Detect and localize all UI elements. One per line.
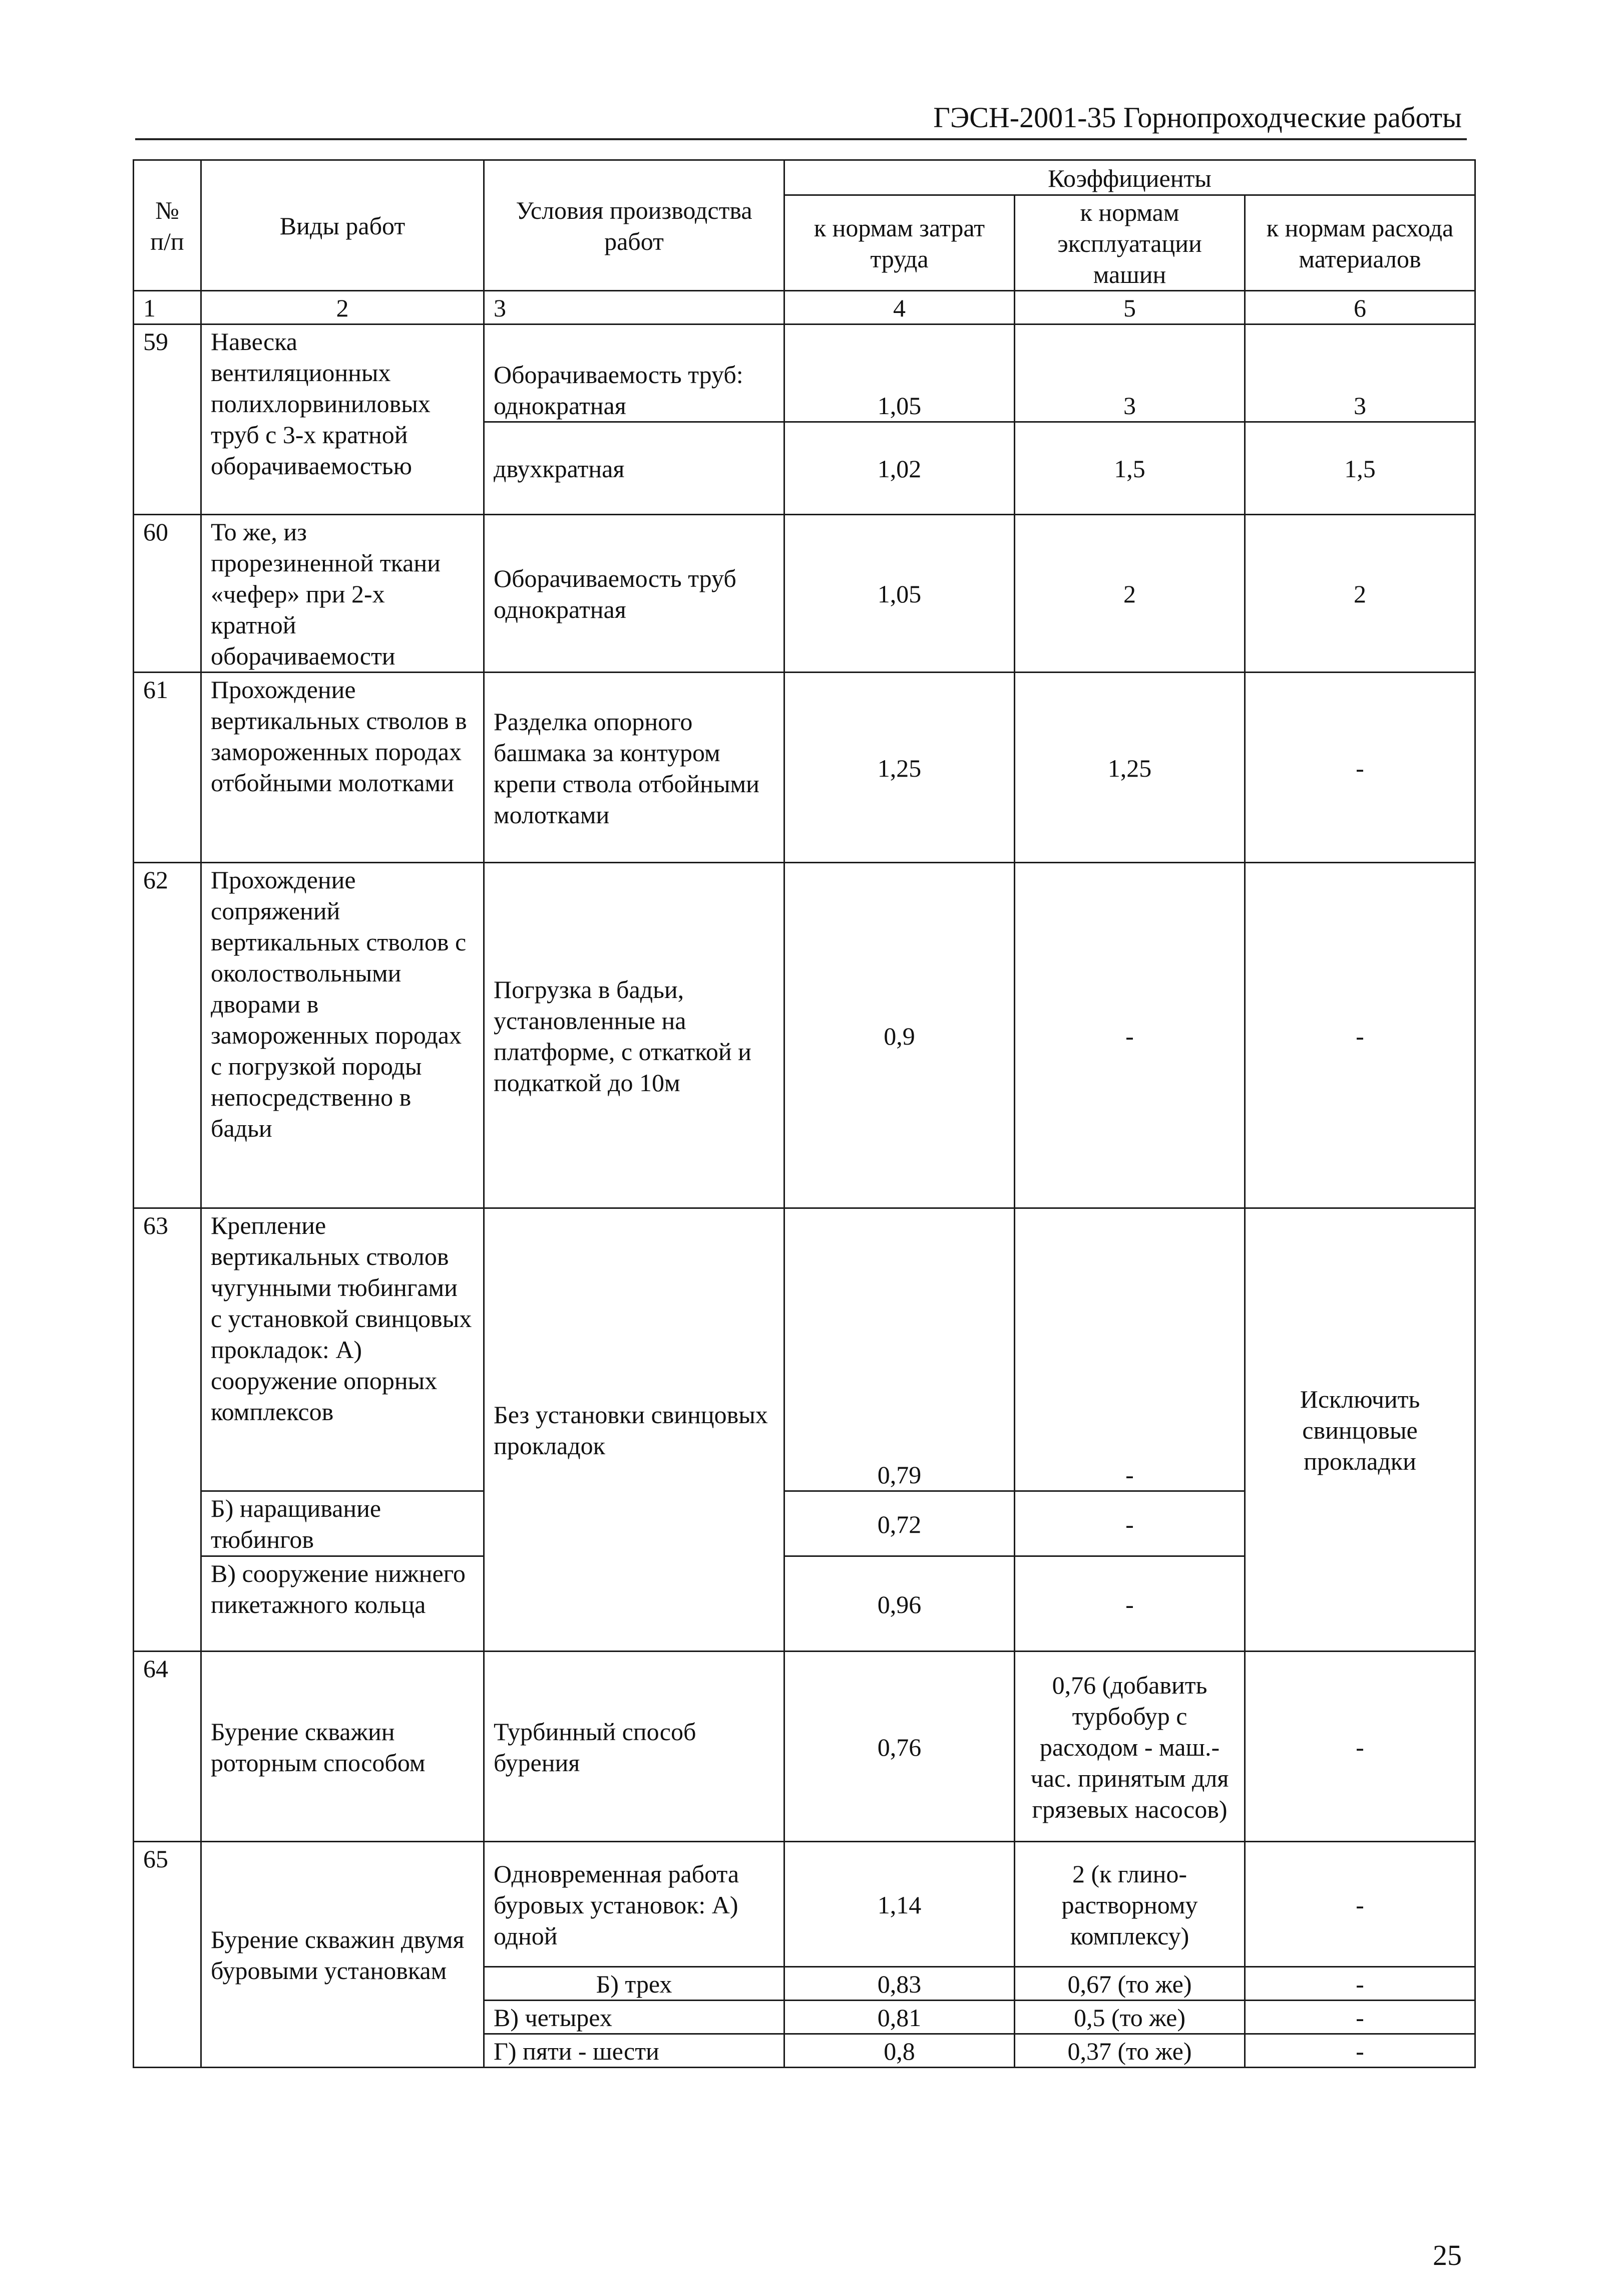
header-conditions: Условия производства работ	[484, 160, 784, 291]
work-type: Навеска вентиляционных полихлорвиниловых труб с 3-х кратной оборачиваемостью	[201, 324, 484, 515]
condition: Без установки свинцовых прокладок	[484, 1208, 784, 1652]
row-number: 62	[134, 863, 201, 1208]
row-number: 64	[134, 1652, 201, 1842]
labor-coef: 1,05	[784, 324, 1015, 422]
work-type: Прохождение вертикальных стволов в замороженных породах отбойными молотками	[201, 673, 484, 863]
material-coef: -	[1245, 673, 1475, 863]
condition: Г) пяти - шести	[484, 2034, 784, 2068]
material-coef: -	[1245, 2001, 1475, 2034]
header-coefficients: Коэффициенты	[784, 160, 1475, 195]
material-coef: Исключить свинцовые прокладки	[1245, 1208, 1475, 1652]
table-row	[134, 1208, 1475, 1491]
material-coef: 1,5	[1245, 422, 1475, 515]
work-type: Прохождение сопряжений вертикальных стволов с околоствольными дворами в замороженных породах с погрузкой породы непосредственно в бадьи	[201, 863, 484, 1208]
machine-coef: 0,37 (то же)	[1015, 2034, 1245, 2068]
table-row	[134, 1652, 1475, 1842]
work-type: То же, из прорезиненной ткани «чефер» при 2-х кратной оборачиваемости	[201, 515, 484, 673]
machine-coef: 3	[1015, 324, 1245, 422]
condition: Турбинный способ бурения	[484, 1652, 784, 1842]
row-number: 60	[134, 515, 201, 673]
header-row-1	[134, 160, 1475, 195]
table-row	[134, 863, 1475, 1208]
machine-coef: -	[1015, 1208, 1245, 1491]
machine-coef: 2	[1015, 515, 1245, 673]
machine-coef: 0,76 (добавить турбобур с расходом - маш.-час. принятым для грязевых насосов)	[1015, 1652, 1245, 1842]
header-work: Виды работ	[201, 160, 484, 291]
index-cell: 5	[1015, 291, 1245, 324]
labor-coef: 1,05	[784, 515, 1015, 673]
index-cell: 3	[484, 291, 784, 324]
condition: двухкратная	[484, 422, 784, 515]
header-num: № п/п	[134, 160, 201, 291]
machine-coef: 2 (к глино-растворному комплексу)	[1015, 1842, 1245, 1967]
machine-coef: 1,25	[1015, 673, 1245, 863]
condition: Одновременная работа буровых установок: А) одной	[484, 1842, 784, 1967]
index-cell: 2	[201, 291, 484, 324]
labor-coef: 0,72	[784, 1491, 1015, 1556]
condition	[484, 324, 784, 422]
table-row	[134, 673, 1475, 863]
index-cell: 1	[134, 291, 201, 324]
work-type: Крепление вертикальных стволов чугунными тюбингами с установкой свинцовых прокладок: А) сооружение опорных комплексов	[201, 1208, 484, 1491]
labor-coef: 1,25	[784, 673, 1015, 863]
header-labor: к нормам затрат труда	[784, 195, 1015, 291]
labor-coef: 0,8	[784, 2034, 1015, 2068]
condition: Разделка опорного башмака за контуром крепи ствола отбойными молотками	[484, 673, 784, 863]
index-cell: 4	[784, 291, 1015, 324]
material-coef: -	[1245, 1967, 1475, 2001]
condition: Оборачиваемость труб однократная	[484, 515, 784, 673]
header-machines: к нормам эксплуатации машин	[1015, 195, 1245, 291]
material-coef: -	[1245, 2034, 1475, 2068]
condition: Б) трех	[484, 1967, 784, 2001]
machine-coef: -	[1015, 1491, 1245, 1556]
material-coef: 2	[1245, 515, 1475, 673]
index-cell: 6	[1245, 291, 1475, 324]
labor-coef: 0,81	[784, 2001, 1015, 2034]
labor-coef: 0,83	[784, 1967, 1015, 2001]
labor-coef: 0,9	[784, 863, 1015, 1208]
condition: В) четырех	[484, 2001, 784, 2034]
work-type: Бурение скважин роторным способом	[201, 1652, 484, 1842]
labor-coef: 0,96	[784, 1556, 1015, 1652]
page-number: 25	[1433, 2239, 1462, 2271]
table-row	[134, 324, 1475, 422]
labor-coef: 0,76	[784, 1652, 1015, 1842]
machine-coef: -	[1015, 1556, 1245, 1652]
material-coef: -	[1245, 863, 1475, 1208]
condition: Погрузка в бадьи, установленные на платформе, с откаткой и подкаткой до 10м	[484, 863, 784, 1208]
labor-coef: 1,02	[784, 422, 1015, 515]
machine-coef: 0,67 (то же)	[1015, 1967, 1245, 2001]
row-number: 63	[134, 1208, 201, 1652]
header-materials: к нормам расхода материалов	[1245, 195, 1475, 291]
labor-coef: 1,14	[784, 1842, 1015, 1967]
document-header: ГЭСН-2001-35 Горнопроходческие работы	[933, 101, 1462, 134]
index-row	[134, 291, 1475, 324]
condition-option: однократная	[494, 392, 626, 420]
machine-coef: 1,5	[1015, 422, 1245, 515]
row-number: 65	[134, 1842, 201, 2068]
material-coef: -	[1245, 1652, 1475, 1842]
header-rule	[135, 138, 1467, 140]
material-coef: -	[1245, 1842, 1475, 1967]
machine-coef: 0,5 (то же)	[1015, 2001, 1245, 2034]
condition-heading: Оборачиваемость труб:	[494, 361, 743, 389]
row-number: 59	[134, 324, 201, 515]
work-type: Бурение скважин двумя буровыми установкам	[201, 1842, 484, 2068]
labor-coef: 0,79	[784, 1208, 1015, 1491]
work-type: Б) наращивание тюбингов	[201, 1491, 484, 1556]
material-coef: 3	[1245, 324, 1475, 422]
machine-coef: -	[1015, 863, 1245, 1208]
table-row	[134, 1842, 1475, 1967]
coefficients-table	[133, 159, 1476, 2068]
table-row	[134, 515, 1475, 673]
work-type: В) сооружение нижнего пикетажного кольца	[201, 1556, 484, 1652]
row-number: 61	[134, 673, 201, 863]
